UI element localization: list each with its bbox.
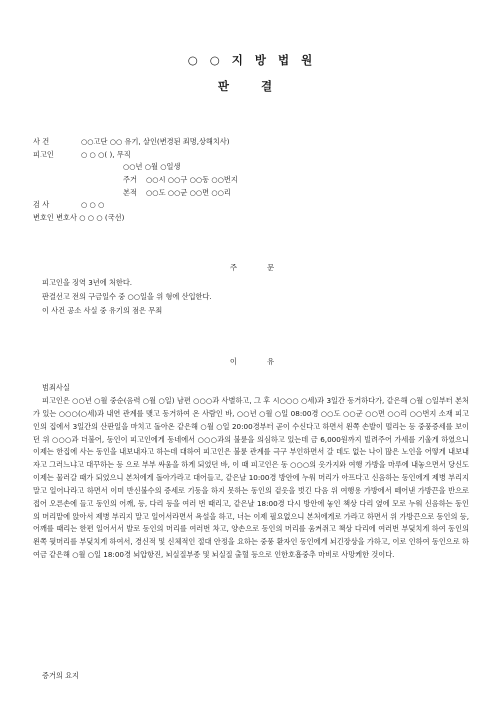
domicile-label: 본적 — [123, 187, 137, 197]
main-order — [42, 276, 212, 318]
court-name: ○ ○ 지 방 법 원 — [187, 53, 317, 67]
defendant-label: 피고인 — [33, 149, 54, 159]
main-order-heading: 주문 — [229, 263, 305, 272]
prosecutor-row — [33, 199, 238, 212]
domicile-row — [33, 187, 238, 200]
lawyer-value: ○ ○ ○ (국선) — [79, 213, 125, 223]
lawyer-row — [33, 212, 238, 225]
facts-body: 피고인은 ○○년 ○월 중순(음력 ○월 ○일) 남편 ○○○과 사별하고, 그 후 시○○○ ○세)과 3일간 동거하다가, 같은해 ○월 ○일부터 본처가 있는 ○○○(○세)과 내연 관계를 맺고 동거하여 온 사람인 바, ○○년 ○월 ○일 08:00경 ○○도 ○○군 ○○면 ○○리 ○○번지 소재 피고인의 집에서 3일간의 산판일을 마치고 돌아온 같은해 ○월 ○일 20:00경부터 곧이 수신다고 하면서 왼쪽 손발이 떨리는 등 중풍증세를 보이던 위 ○○○과 더불어, 동인이 피고인에게 동네에서 ○○○과의 불륜을 의심하고 있는데 금 6,000원까지 빌려주어 가세를 기울게 하였으니 이제는 한집에 사는 동인을 내보내자고 하는데 대하여 피고인은 불륜 관계를 극구 부인하면서 갈 데도 없는 나이 많은 노인을 어떻게 내보내자고 그러느냐고 대꾸하는 등 으로 부부 싸움을 하게 되었던 바, 이 때 피고인은 동 ○○○의 옷가지와 여행 가방을 마루에 내놓으면서 당신도 이제는 물러갈 때가 되었으니 본처에게 돌아가라고 대어들고, 같은날 10:00경 방안에 누워 머리가 아프다고 신음하는 동인에게 제병 부리지 말고 일어나라고 하면서 이미 반신불수의 증세로 기동을 하지 못하는 동인의 겉옷을 벗긴 다음 위 여행용 가방에서 떼어낸 가방끈을 반으로 접어 오른손에 들고 동인의 어깨, 등, 다리 등을 여러 번 때리고, 같은날 18:00경 다시 방안에 놓인 책상 다리 옆에 모로 누워 신음하는 동인의 머리맡에 앉아서 제병 부리지 말고 일어서라면서 욕설을 하고, 너는 이제 필요없으니 본처에게로 가라고 하면서 위 가방끈으로 동인의 등, 어깨를 때리는 한편 일어서서 발로 동인의 머리를 여러번 차고, 양손으로 동인의 머리를 움켜쥐고 책상 다리에 여러번 부딪치게 하여 동인의 왼쪽 뒷머리를 부딪치게 하여서, 경신적 및 신체적인 절대 안정을 요하는 중풍 환자인 동인에게 뇌긴장상을 가하고, 이로 인하여 동인으로 하여금 같은해 ○월 ○일 18:00경 뇌압항진, 뇌실질부종 및 뇌실질 출혈 등으로 인한호흡중추 마비로 사망케한 것이다. — [33, 396, 469, 560]
reasons-heading: 이유 — [229, 357, 305, 366]
prosecutor-value: ○ ○ ○ — [81, 200, 105, 210]
case-label: 사 건 — [33, 137, 50, 146]
defendant-value: ○ ○ ○( ), 무직 — [81, 149, 131, 159]
lawyer-label: 변호인 변호사 — [33, 213, 77, 223]
facts-label: 범죄사실 — [42, 383, 70, 392]
address-value: ○○시 ○○구 ○○동 ○○번지 — [146, 175, 238, 185]
birth-row — [33, 161, 238, 174]
order-line: 피고인을 징역 3년에 처한다. — [42, 278, 133, 287]
address-row — [33, 174, 238, 187]
case-value: ○○고단 ○○ 유기, 살인(변경된 죄명,상해치사) — [81, 137, 230, 146]
evidence-label: 증거의 요지 — [42, 671, 80, 680]
case-info — [33, 136, 238, 225]
order-line: 이 사건 공소 사실 중 유기의 점은 무죄 — [42, 306, 163, 315]
prosecutor-label: 검 사 — [33, 200, 50, 210]
order-line: 판결선고 전의 구금일수 중 ○○일을 위 형에 산입한다. — [42, 292, 212, 301]
birth-value: ○○년 ○월 ○일생 — [123, 162, 181, 172]
address-label: 주거 — [123, 175, 137, 185]
document-title: 판 결 — [217, 79, 287, 93]
defendant-row — [33, 149, 238, 162]
domicile-value: ○○도 ○○군 ○○면 ○○리 — [146, 187, 231, 197]
case-row — [33, 136, 238, 149]
